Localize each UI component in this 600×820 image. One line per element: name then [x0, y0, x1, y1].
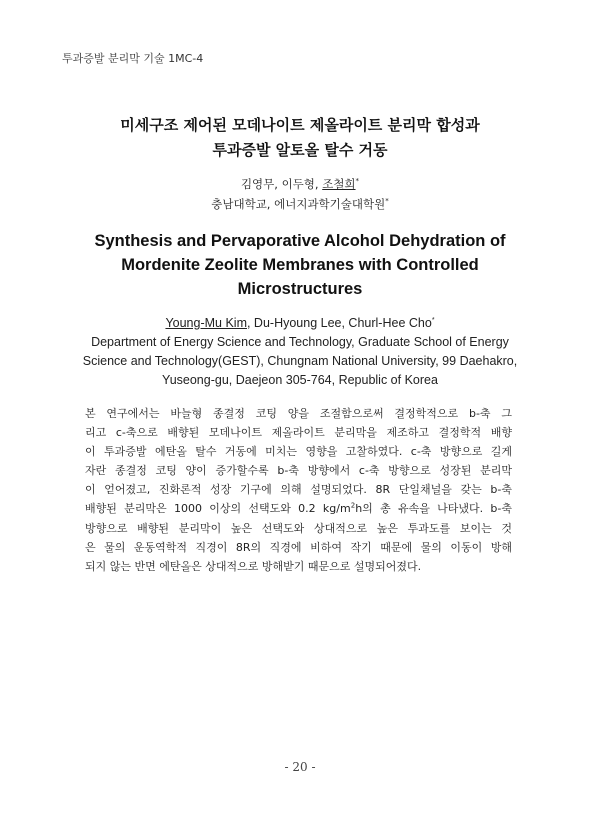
abstract-line-2: 리고 c-축으로 배향된 모데나이트 제올라이트 분리막을 제조하고 결정학적 배향 — [85, 426, 512, 440]
abstract-line-3: 이 투과증발 에탄올 탈수 거동에 미치는 영향을 고찰하였다. c-축 방향으로 길게 — [85, 445, 512, 459]
korean-affiliation — [0, 194, 600, 214]
english-title-line-1: Synthesis and Pervaporative Alcohol Dehydration of — [94, 232, 506, 250]
english-author-list — [0, 314, 600, 333]
abstract-line-6-end: h의 총 유속을 나타냈다. b-축 — [355, 502, 512, 516]
english-authors — [0, 314, 600, 390]
english-affiliation-line-3: Yuseong-gu, Daejeon 305-764, Republic of Korea — [162, 373, 438, 387]
abstract-line-1: 본 연구에서는 바늘형 종결정 코팅 양을 조절함으로써 결정학적으로 b-축 그 — [85, 407, 512, 420]
abstract-line-6 — [85, 499, 512, 518]
english-affiliation-line-2: Science and Technology(GEST), Chungnam National University, 99 Daehakro, — [82, 354, 518, 368]
affiliation-mark: * — [385, 197, 389, 206]
english-title — [0, 229, 600, 301]
abstract-line-5: 이 얻어졌고, 진화론적 성장 기구에 의해 설명되었다. 8R 단일채널을 갖는 b-축 — [85, 483, 512, 497]
korean-authors — [0, 174, 600, 214]
unit-superscript: 2 — [350, 501, 356, 510]
english-other-authors: , Du-Hyoung Lee, Churl-Hee Cho — [246, 316, 432, 330]
abstract-line-8: 은 물의 운동역학적 직경이 8R의 직경에 비하여 작기 때문에 물의 이동이 방해 — [85, 540, 512, 554]
korean-affiliation-text: 충남대학교, 에너지과학기술대학원 — [211, 197, 386, 211]
korean-author-list — [0, 174, 600, 194]
corresponding-mark: * — [355, 177, 360, 186]
abstract-line-6-start: 배향된 분리막은 1000 이상의 선택도와 0.2 kg/m — [85, 502, 351, 516]
abstract-line-9: 되지 않는 반면 에탄올은 상대적으로 방해받기 때문으로 설명되어졌다. — [85, 559, 422, 573]
english-affiliation-line-1: Department of Energy Science and Technology, Graduate School of Energy — [91, 335, 509, 349]
korean-corresponding-author: 조철희 — [322, 177, 356, 191]
korean-title — [0, 113, 600, 163]
page-number: - 20 - — [284, 760, 316, 774]
english-corresponding-mark: * — [431, 316, 435, 324]
korean-title-line-2: 투과증발 알토올 탈수 거동 — [212, 141, 388, 159]
abstract-line-4: 자란 종결정 코팅 양이 증가할수록 b-축 방향에서 c-축 방향으로 성장된 분리막 — [85, 464, 512, 478]
korean-title-line-1: 미세구조 제어된 모데나이트 제올라이트 분리막 합성과 — [120, 116, 480, 134]
abstract-line-7: 방향으로 배향된 분리막이 높은 선택도와 상대적으로 높은 투과도를 보이는 것 — [85, 521, 512, 535]
running-header: 투과증발 분리막 기술 1MC-4 — [62, 52, 204, 65]
abstract — [85, 404, 512, 576]
english-title-line-2: Mordenite Zeolite Membranes with Controlled — [121, 256, 479, 274]
english-title-line-3: Microstructures — [237, 280, 363, 298]
korean-authors-prefix: 김영무, 이두형, — [240, 177, 323, 191]
english-first-author: Young-Mu Kim — [165, 316, 247, 330]
